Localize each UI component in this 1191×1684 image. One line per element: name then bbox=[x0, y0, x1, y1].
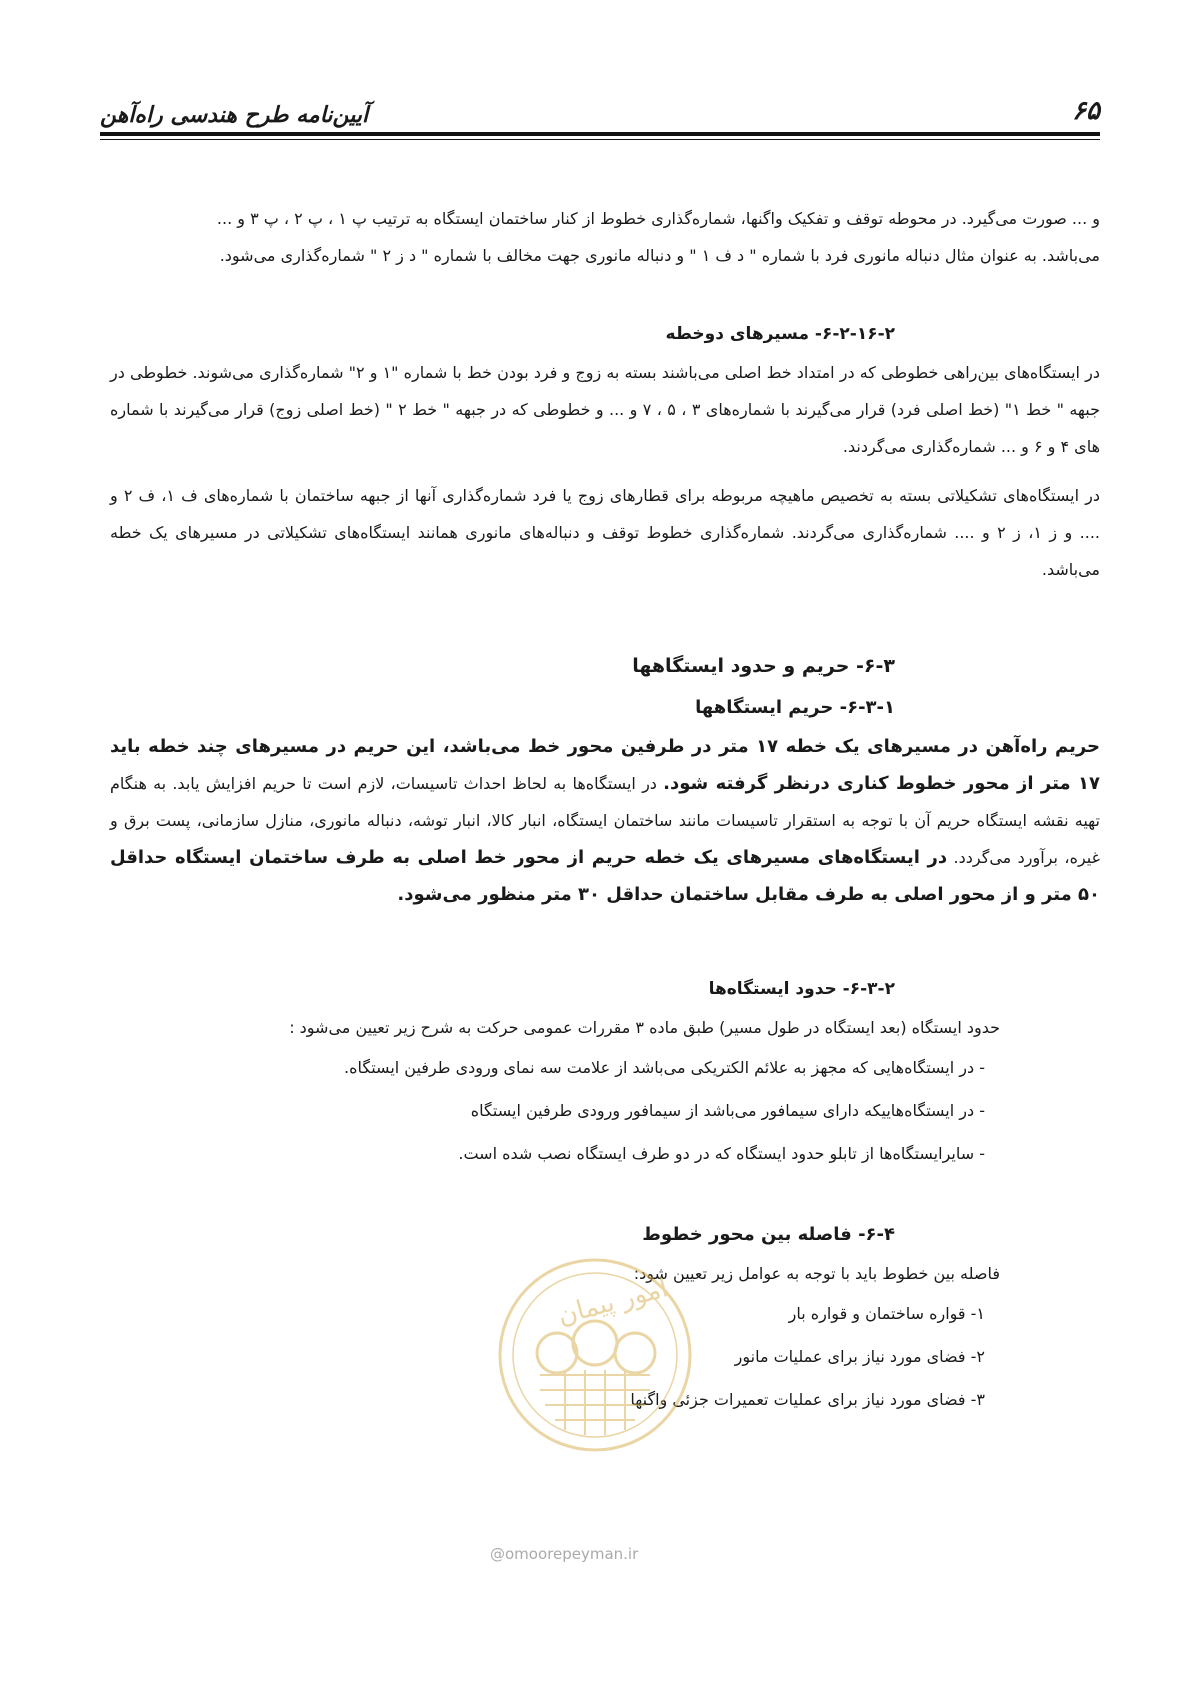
header-rule-thick bbox=[100, 132, 1100, 136]
limits-item-3: - سایرایستگاه‌ها از تابلو حدود ایستگاه که در دو طرف ایستگاه نصب شده است. bbox=[458, 1144, 985, 1163]
paragraph-double-track-1: در ایستگاه‌های بین‌راهی خطوطی که در امتداد خط اصلی می‌باشند بسته به زوج و فرد بودن خط با شماره "۱ و ۲" شماره‌گذاری می‌شوند. خطوطی در جبهه " خط ۱" (خط اصلی فرد) قرار می‌گیرند با شماره‌های ۳ ، ۵ ، ۷ و ... و خطوطی که در جبهه " خط ۲ " (خط اصلی زوج) قرار می‌گیرند با شماره های ۴ و ۶ و ... شماره‌گذاری می‌گردند. bbox=[110, 363, 1101, 456]
paragraph-double-track-2: در ایستگاه‌های تشکیلاتی بسته به تخصیص ماهیچه مربوطه برای قطارهای زوج یا فرد شماره‌گذاری آنها از جبهه ساختمان با شماره‌های ف ۱، ف ۲ و .... و ز ۱، ز ۲ و .... شماره‌گذاری می‌گردند. شماره‌گذاری خطوط توقف و دنباله‌های مانوری همانند ایستگاه‌های تشکیلاتی در مسیرهای یک خطه می‌باشد. bbox=[110, 486, 1101, 579]
intro-line-1: و ... صورت می‌گیرد. در محوطه توقف و تفکیک واگنها، شماره‌گذاری خطوط از کنار ساختمان ایستگاه به ترتیب پ ۱ ، پ ۲ ، پ ۳ و ... bbox=[216, 209, 1100, 228]
track-spacing-item-1: ۱- قواره ساختمان و قواره بار bbox=[788, 1304, 985, 1323]
limits-intro: حدود ایستگاه (بعد ایستگاه در طول مسیر) طبق ماده ۳ مقررات عمومی حرکت به شرح زیر تعیین می‌شود : bbox=[289, 1018, 1000, 1037]
intro-line-2: می‌باشد. به عنوان مثال دنباله مانوری فرد با شماره " د ف ۱ " و دنباله مانوری جهت مخالف با شماره " د ز ۲ " شماره‌گذاری می‌شود. bbox=[219, 246, 1100, 265]
heading-6-4: ۶-۴- فاصله بین محور خطوط bbox=[642, 1224, 895, 1245]
heading-6-3-1: ۶-۳-۱- حریم ایستگاهها bbox=[695, 697, 895, 718]
heading-6-3-2: ۶-۳-۲- حدود ایستگاه‌ها bbox=[708, 979, 895, 999]
track-spacing-item-2: ۲- فضای مورد نیاز برای عملیات مانور bbox=[734, 1347, 985, 1366]
page-body bbox=[110, 200, 1100, 1421]
page-header bbox=[100, 96, 1100, 132]
track-spacing-intro: فاصله بین خطوط باید با توجه به عوامل زیر تعیین شود: bbox=[633, 1264, 1000, 1283]
limits-item-1: - در ایستگاه‌هایی که مجهز به علائم الکتریکی می‌باشد از علامت سه نمای ورودی طرفین ایستگاه. bbox=[344, 1058, 985, 1077]
header-rule-thin bbox=[100, 139, 1100, 140]
paragraph-station-buffer bbox=[110, 728, 1100, 913]
watermark-brand-text: امور پیمان bbox=[554, 1273, 672, 1332]
buffer-normal-text: در ایستگاه‌ها به لحاظ احداث تاسیسات، لازم است تا حریم افزایش یابد. به هنگام تهیه نقشه ایستگاه حریم آن با توجه به استقرار تاسیسات مانند ساختمان ایستگاه، انبار کالا، انبار توشه، دنباله مانوری، منازل سازمانی، پست برق و غیره، برآورد می‌گردد. bbox=[110, 774, 1100, 867]
heading-6-3: ۶-۳- حریم و حدود ایستگاهها bbox=[632, 655, 895, 677]
track-spacing-item-3: ۳- فضای مورد نیاز برای عملیات تعمیرات جزئی واگنها bbox=[630, 1390, 985, 1409]
limits-item-2: - در ایستگاه‌هاییکه دارای سیمافور می‌باشد از سیمافور ورودی طرفین ایستگاه bbox=[470, 1101, 985, 1120]
buffer-bold-text-1: حریم راه‌آهن در مسیرهای یک خطه ۱۷ متر در طرفین محور خط می‌باشد، این حریم در مسیرهای چند خطه باید ۱۷ متر از محور خطوط کناری درنظر گرفته شود. bbox=[110, 736, 1100, 794]
watermark-url: @omoorepeyman.ir bbox=[490, 1545, 639, 1563]
buffer-bold-text-2: در ایستگاه‌های مسیرهای یک خطه حریم از محور خط اصلی به طرف ساختمان ایستگاه حداقل ۵۰ متر و از محور اصلی به طرف مقابل ساختمان حداقل ۳۰ متر منظور می‌شود. bbox=[110, 847, 1100, 905]
page-number: ۶۵ bbox=[1072, 96, 1100, 126]
book-title: آیین‌نامه طرح هندسی راه‌آهن bbox=[100, 102, 369, 128]
heading-6-2-16-2: ۶-۲-۱۶-۲- مسیرهای دوخطه bbox=[665, 324, 895, 344]
